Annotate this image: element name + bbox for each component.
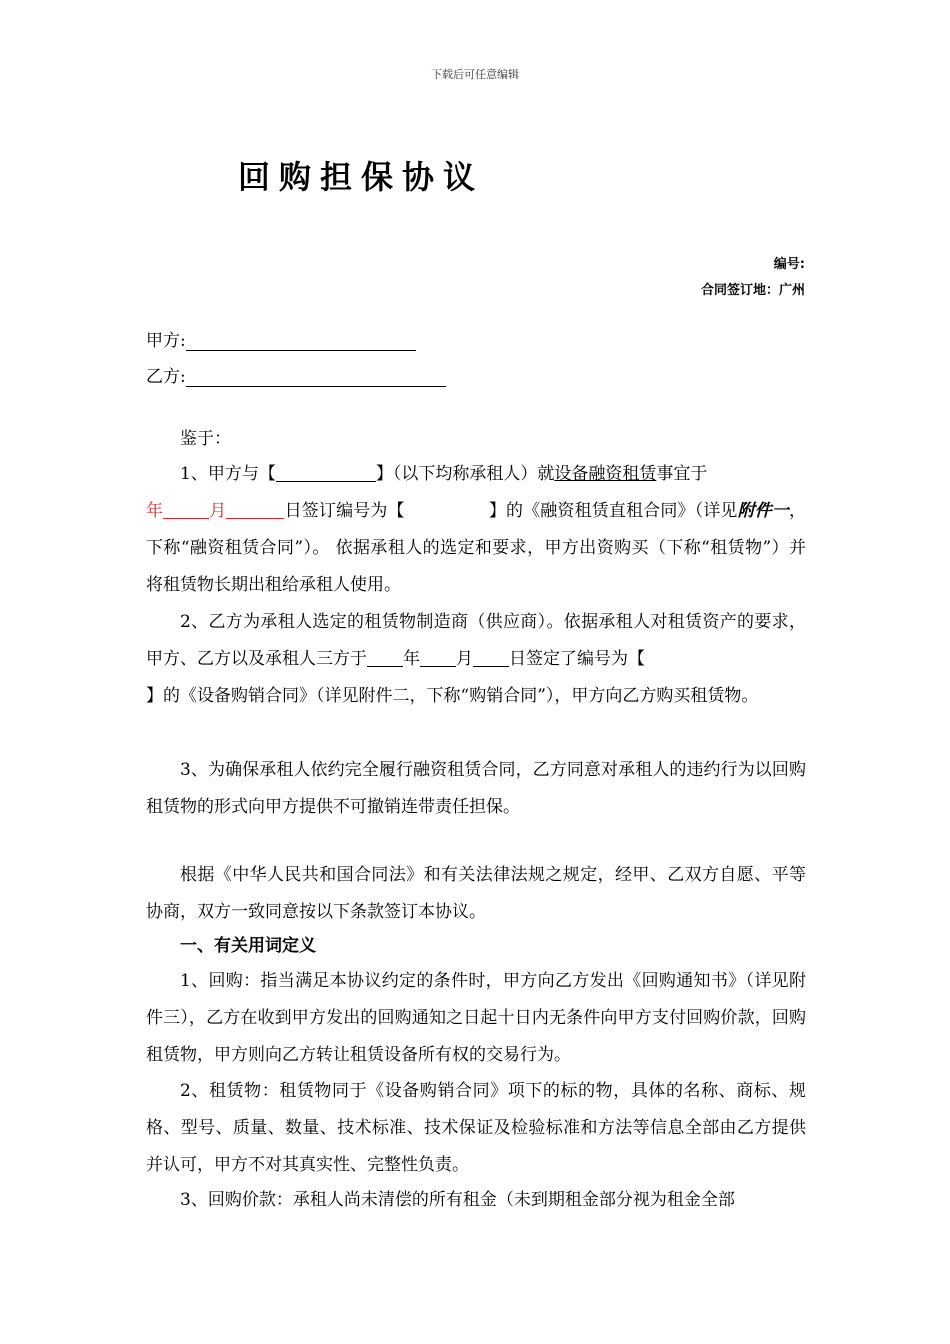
recital-1-annex-ref: 附件一 (737, 501, 790, 521)
party-a-blank[interactable] (186, 332, 416, 351)
recital-2-day-blank[interactable] (473, 646, 509, 667)
party-b-blank[interactable] (186, 368, 446, 387)
party-a-line (146, 326, 416, 351)
contract-number-label: 编号: (773, 257, 805, 272)
recital-2-text-b: 日签定了编号为【 (509, 649, 645, 669)
definition-3: 3、回购价款：承租人尚未清偿的所有租金（未到期租金部分视为租金全部 (180, 1190, 735, 1210)
recital-1-equipment-term: 设备融资租赁 (554, 464, 657, 484)
page-header-note: 下载后可任意编辑 (431, 68, 519, 81)
recital-2-month-label: 月 (456, 649, 473, 669)
recital-2-year-label: 年 (403, 649, 420, 669)
recital-2-text-c: 】的《设备购销合同》（详见附件二，下称“购销合同”），甲方向乙方购买租赁物。 (146, 686, 759, 706)
recital-2-month-blank[interactable] (420, 646, 456, 667)
definition-1: 1、回购：指当满足本协议约定的条件时，甲方向乙方发出《回购通知书》（详见附件三），乙方在收到甲方发出的回购通知之日起十日内无条件向甲方支付回购价款，回购租赁物，甲方则向乙方转让租赁设备所有权的交易行为。 (146, 971, 806, 1065)
recital-1-day-blank[interactable] (226, 498, 284, 519)
recital-paragraph-2 (146, 604, 806, 715)
recital-paragraph-3: 3、为确保承租人依约完全履行融资租赁合同，乙方同意对承租人的违约行为以回购租赁物的形式向甲方提供不可撤销连带责任担保。 (146, 760, 806, 817)
party-b-label: 乙方: (146, 367, 186, 387)
recital-paragraph-1 (146, 456, 806, 604)
signing-place-label: 合同签订地：广州 (700, 283, 805, 298)
section-1-title: 一、有关用词定义 (180, 936, 316, 956)
recital-1-text-e: 日签订编号为【 (284, 501, 405, 521)
recital-1-text-h: ，下称“融资租赁合同”）。 依据承租人的选定和要求，甲方出资购买（下称“租赁物”）并将租赁物长期出租给承租人使用。 (146, 501, 807, 595)
intro-paragraph: 根据《中华人民共和国合同法》和有关法律法规之规定，经甲、乙双方自愿、平等协商，双方一致同意按以下条款签订本协议。 (146, 865, 806, 922)
recital-1-text-d: 事宜于 (656, 464, 708, 484)
whereas-heading: 鉴于： (180, 429, 231, 449)
recital-1-month-label: 月 (209, 501, 227, 521)
recital-1-month-blank[interactable] (163, 498, 209, 519)
recital-2-text-a: 2、乙方为承租人选定的租赁物制造商（供应商）。依据承租人对租赁资产的要求，甲方、乙方以及承租人三方于 (146, 612, 806, 669)
recital-2-year-blank[interactable] (367, 646, 403, 667)
document-title: 回购担保协议 (238, 158, 485, 196)
party-a-label: 甲方: (146, 331, 186, 351)
recital-1-year-label: 年 (146, 501, 164, 521)
definition-2: 2、租赁物：租赁物同于《设备购销合同》项下的标的物，具体的名称、商标、规格、型号、质量、数量、技术标准、技术保证及检验标准和方法等信息全部由乙方提供并认可，甲方不对其真实性、完整性负责。 (146, 1081, 806, 1175)
lessee-name-blank[interactable] (276, 461, 376, 482)
recital-1-text-a: 1、甲方与【 (180, 464, 276, 484)
recital-1-text-b: 】（以下均称承租人）就 (375, 464, 555, 484)
recital-1-text-f: 】的《融资租赁直租合同》（详见 (488, 501, 738, 521)
party-b-line (146, 362, 446, 387)
